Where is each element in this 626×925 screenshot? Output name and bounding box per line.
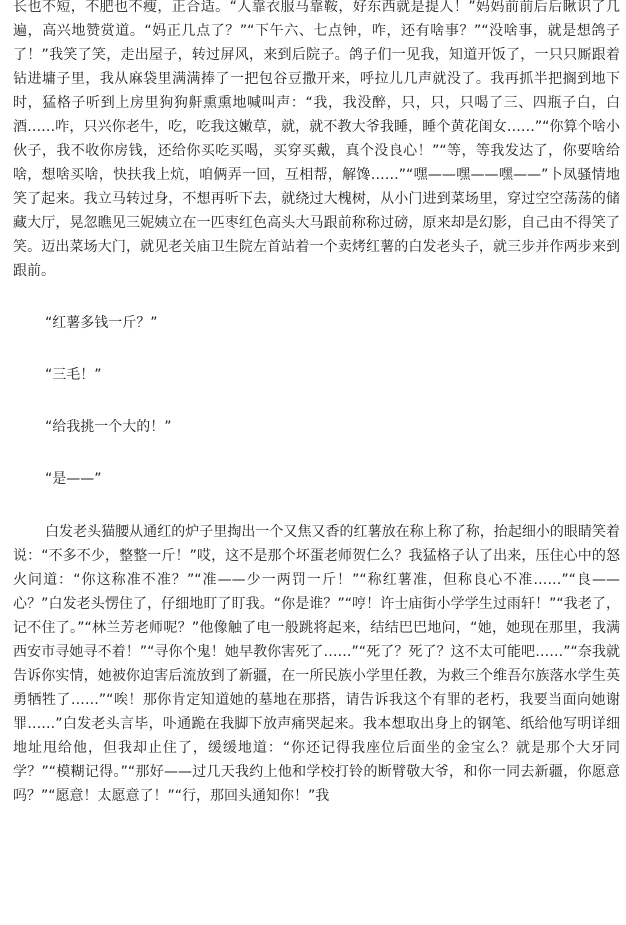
narrative-paragraph: 白发老头猫腰从通红的炉子里掏出一个又焦又香的红薯放在称上称了称，抬起细小的眼睛笑着说：“不多不少，整整一斤！”哎，这不是那个坏蛋老师贺仁么？我猛格子认了出来，压住心中的怒火问道：“你这称准不准？”“准——少一两罚一斤！”“称红薯准，但称良心不准……”“良——心？”白发老头愣住了，仔细地盯了盯我。“你是谁？”“哼！许士庙街小学学生过雨轩！”“我老了，记不住了。”“林兰芳老师呢？”他像触了电一般跳将起来，结结巴巴地问，“她，她现在那里，我满西安市寻她寻不着！”“寻你个鬼！她早教你害死了……”“死了？死了？这不太可能吧……”“奈我就告诉你实情，她被你迫害后流放到了新疆，在一所民族小学里任教，为救三个维吾尔族落水学生英勇牺牲了……”“唉！那你肯定知道她的墓地在那搭，请告诉我这个有罪的老朽，我要当面向她谢罪……”白发老头言毕，卟通跪在我脚下放声痛哭起来。我本想取出身上的钢笔、纸给他写明详细地址甩给他，但我却止住了，缓缓地道：“你还记得我座位后面坐的金宝么？就是那个大牙同学？”“模糊记得。”“那好——过几天我约上他和学校打铃的断臂敬大爷，和你一同去新疆，你愿意吗？”“愿意！太愿意了！”“行，那回头通知你！”我 <box>13 524 620 804</box>
dialogue-line: “三毛！” <box>45 367 102 383</box>
dialogue-line: “红薯多钱一斤？” <box>45 315 158 331</box>
narrative-paragraph: 长也不短，不肥也不瘦，正合适。“人靠衣服马靠鞍，好东西就是提人！”妈妈前前后后瞅识了几遍，高兴地赞赏道。“妈正几点了？”“下午六、七点钟，咋，还有啥事？”“没啥事，就是想鸽子了！”我笑了笑，走出屋子，转过屏风，来到后院子。鸽子们一见我，知道开饭了，一只只厮跟着钻进墉子里，我从麻袋里满满捧了一把包谷豆撒开来，呼拉儿几声就没了。我再抓半把搁到地下时，猛格子听到上房里狗狗鼾熏熏地喊叫声：“我，我没醉，只，只，只喝了三、四瓶子白，白酒……咋，只兴你老牛，吃，吃我这嫩草，就，就不教大爷我睡，睡个黄花闺女……”“你算个啥小伙子，我不收你房钱，还给你买吃买喝，买穿买戴，真个没良心！”“等，等我发达了，你要啥给啥，想啥买啥，快扶我上炕，咱俩弄一回，互相帮，解馋……”“嘿——嘿——嘿——”卜凤骚情地笑了起来。我立马转过身，不想再听下去，就绕过大槐树，从小门进到菜场里，穿过空空荡荡的储藏大厅，晃忽瞧见三妮姨立在一匹枣红色高头大马跟前称称过磅，原来却是幻影，自己由不得笑了笑。迈出菜场大门，就见老关庙卫生院左首站着一个卖烤红薯的白发老头子，就三步并作两步来到跟前。 <box>13 0 620 279</box>
dialogue-line: “是——” <box>45 471 102 487</box>
dialogue-line: “给我挑一个大的！” <box>45 419 172 435</box>
